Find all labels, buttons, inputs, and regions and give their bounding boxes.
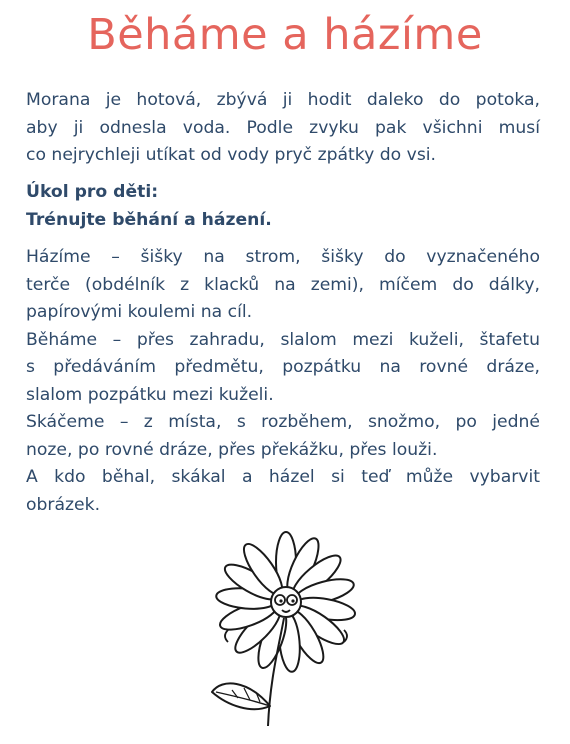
motion-line — [225, 630, 228, 642]
activity-line: terče (obdélník z klacků na zemi), míčem do dálky, — [26, 274, 540, 295]
activity-line: obrázek. — [26, 494, 101, 515]
task-instruction: Trénujte běhání a házení. — [26, 209, 272, 230]
activity-line: Skáčeme – z místa, s rozběhem, snožmo, po jedné — [26, 412, 540, 432]
activity-line: noze, po rovné dráze, přes překážku, přes louži. — [26, 439, 438, 460]
activity-line: papírovými koulemi na cíl. — [26, 302, 253, 322]
activity-line: slalom pozpátku mezi kuželi. — [26, 384, 274, 405]
activity-line: s předáváním předmětu, pozpátku na rovné dráze, — [26, 357, 540, 377]
intro-paragraph — [26, 87, 540, 170]
page-title: Běháme a házíme — [87, 10, 483, 60]
activity-line: Házíme – šišky na strom, šišky do vyznačeného — [26, 247, 540, 267]
intro-line: aby ji odnesla voda. Podle zvyku pak všichni musí — [26, 117, 540, 138]
intro-line: Morana je hotová, zbývá ji hodit daleko do potoka, — [26, 90, 540, 110]
intro-line: co nejrychleji utíkat od vody pryč zpátky do vsi. — [26, 145, 437, 165]
activities-paragraph — [26, 244, 540, 519]
task-heading — [26, 179, 272, 234]
daisy-flower-icon — [198, 530, 370, 736]
motion-line — [344, 630, 347, 642]
activity-line: Běháme – přes zahradu, slalom mezi kuželi, štafetu — [26, 329, 540, 350]
activity-line: A kdo běhal, skákal a házel si teď může vybarvit — [26, 467, 540, 487]
flower-leaf — [212, 683, 270, 709]
task-label: Úkol pro děti: — [26, 182, 159, 202]
